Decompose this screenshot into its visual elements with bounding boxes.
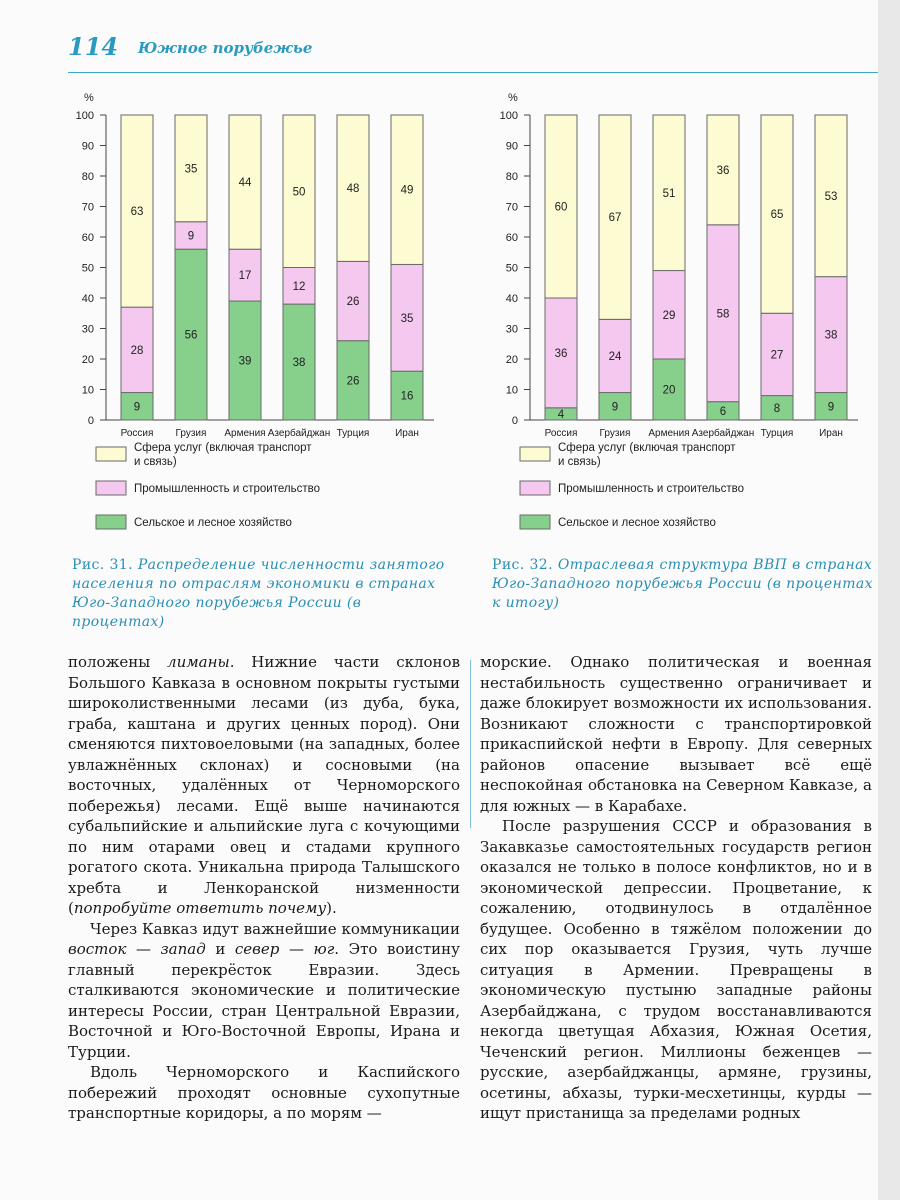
x-tick-label: Азербайджан	[267, 428, 331, 439]
emphasis-text: восток — запад	[68, 940, 206, 958]
y-axis-label: %	[508, 92, 518, 104]
data-label: 29	[662, 309, 676, 322]
y-tick-label: 0	[511, 415, 518, 427]
legend-swatch	[96, 515, 126, 529]
data-label: 44	[238, 177, 252, 190]
body-text: ).	[326, 899, 337, 917]
data-label: 28	[130, 344, 144, 357]
y-tick-label: 80	[505, 171, 518, 183]
y-tick-label: 90	[81, 140, 94, 153]
data-label: 6	[719, 405, 727, 418]
x-tick-label: Азербайджан	[691, 428, 755, 439]
gdp-chart	[486, 85, 886, 545]
data-label: 9	[827, 401, 835, 414]
legend-swatch	[96, 447, 126, 461]
paragraph	[68, 652, 460, 919]
y-tick-label: 20	[505, 354, 518, 366]
y-tick-label: 60	[81, 232, 94, 244]
y-tick-label: 100	[75, 110, 94, 122]
data-label: 49	[400, 184, 414, 197]
data-label: 9	[133, 401, 141, 414]
body-text: . Нижние части склонов Большого Кавказа в основном покрыты густыми широколиственными лесами (из дуба, бука, граба, каштана и других ценных пород). Они сменяются пихтовоеловыми (на западных, более увлажнённых склонах) и сосновыми (на восточных, удалённых от Черноморского побережья) лесами. Ещё выше начинаются субальпийские и альпийские луга с кочующими по ним отарами овец и стадами крупного рогатого скота. Уникальна природа Талышского хребта и Ленкоранской низменности (	[68, 653, 461, 917]
body-text: и	[205, 940, 235, 958]
y-tick-label: 10	[81, 384, 94, 397]
gdp-chart-svg	[486, 85, 886, 545]
data-label: 24	[608, 350, 622, 363]
page-header	[68, 30, 878, 73]
y-axis-label: %	[84, 92, 94, 104]
x-tick-label: Иран	[819, 428, 843, 439]
figure-caption-31	[72, 556, 457, 632]
y-tick-label: 50	[81, 262, 94, 275]
y-tick-label: 40	[505, 293, 518, 305]
x-tick-label: Россия	[120, 428, 154, 439]
y-tick-label: 70	[81, 201, 94, 214]
data-label: 38	[824, 329, 838, 342]
data-label: 17	[238, 270, 252, 283]
data-label: 58	[716, 308, 730, 321]
data-label: 48	[346, 183, 360, 196]
legend-label: Промышленность и строительство	[558, 483, 744, 495]
y-tick-label: 80	[81, 171, 94, 183]
body-text: Вдоль Черноморского и Каспийского побережий проходят основные сухопутные транспортные коридоры, а по морям —	[68, 1063, 460, 1122]
emphasis-text: попробуйте ответить почему	[73, 899, 327, 917]
column-divider	[470, 660, 471, 828]
data-label: 50	[292, 186, 306, 199]
data-label: 36	[554, 347, 568, 360]
data-label: 35	[400, 312, 414, 325]
emphasis-text: север — юг	[234, 940, 335, 958]
employment-chart	[62, 85, 462, 545]
figure-caption-text: Распределение численности занятого населения по отраслям экономики в странах Юго-Западного порубежья России (в процентах)	[72, 557, 445, 630]
y-tick-label: 30	[81, 323, 94, 336]
body-text: После разрушения СССР и образования в Закавказье самостоятельных государств регион оказался не только в полосе конфликтов, но и в экономической депрессии. Процветание, к сожалению, отодвинулось в отдалённое будущее. Особенно в тяжёлом положении до сих пор оказывается Грузия, чуть лучше ситуация в Армении. Превращены в экономическую пустыню западные районы Азербайджана, с трудом восстанавливаются некогда цветущая Абхазия, Южная Осетия, Чеченский регион. Миллионы беженцев — русские, азербайджанцы, армяне, грузины, осетины, абхазы, турки-месхетинцы, курды — ищут пристанища за пределами родных	[480, 817, 872, 1122]
paragraph	[480, 816, 872, 1124]
page-number: 114	[68, 32, 119, 61]
data-label: 26	[346, 296, 360, 309]
data-label: 16	[400, 390, 414, 403]
y-tick-label: 20	[81, 354, 94, 366]
legend-label: Сфера услуг (включая транспорт	[558, 442, 736, 454]
data-label: 53	[824, 190, 838, 203]
paragraph	[68, 1062, 460, 1124]
figure-label: Рис. 31.	[72, 557, 133, 573]
data-label: 8	[773, 402, 781, 415]
data-label: 39	[238, 355, 252, 368]
data-label: 63	[130, 206, 144, 219]
body-text: . Это воистину главный перекрёсток Евразии. Здесь сталкиваются экономические и политические интересы России, стран Центральной Евразии, Восточной и Юго-Восточной Европы, Ирана и Турции.	[68, 940, 460, 1061]
text-column-right	[480, 652, 872, 1124]
section-title: Южное порубежье	[138, 39, 313, 57]
body-text: положены	[68, 653, 168, 671]
y-tick-label: 90	[505, 140, 518, 153]
legend-swatch	[520, 515, 550, 529]
employment-chart-svg	[62, 85, 462, 545]
y-tick-label: 100	[499, 110, 518, 122]
x-tick-label: Турция	[336, 428, 370, 439]
data-label: 4	[557, 408, 565, 421]
data-label: 12	[292, 280, 306, 293]
data-label: 67	[608, 212, 622, 225]
data-label: 9	[611, 401, 619, 414]
data-label: 56	[184, 329, 198, 342]
y-tick-label: 30	[505, 323, 518, 336]
emphasis-text: лиманы	[167, 653, 230, 671]
x-tick-label: Россия	[544, 428, 578, 439]
data-label: 65	[770, 209, 784, 222]
x-tick-label: Армения	[224, 428, 266, 439]
legend-label: и связь)	[134, 456, 177, 468]
x-tick-label: Армения	[648, 428, 690, 439]
y-tick-label: 40	[81, 293, 94, 305]
y-tick-label: 70	[505, 201, 518, 214]
page-edge	[878, 0, 900, 1200]
legend-label: Промышленность и строительство	[134, 483, 320, 495]
figure-caption-text: Отраслевая структура ВВП в странах Юго-Западного порубежья России (в процентах к итогу)	[492, 557, 873, 611]
legend-label: Сельское и лесное хозяйство	[558, 517, 716, 529]
x-tick-label: Грузия	[599, 428, 631, 439]
x-tick-label: Турция	[760, 428, 794, 439]
legend-label: Сельское и лесное хозяйство	[134, 517, 292, 529]
legend-label: Сфера услуг (включая транспорт	[134, 442, 312, 454]
data-label: 27	[770, 349, 784, 362]
figure-caption-32	[492, 556, 877, 613]
x-tick-label: Иран	[395, 428, 419, 439]
data-label: 60	[554, 201, 568, 214]
data-label: 20	[662, 384, 676, 397]
y-tick-label: 60	[505, 232, 518, 244]
data-label: 26	[346, 375, 360, 388]
data-label: 38	[292, 357, 306, 370]
legend-swatch	[96, 481, 126, 495]
legend-swatch	[520, 447, 550, 461]
y-tick-label: 0	[87, 415, 94, 427]
data-label: 35	[184, 163, 198, 176]
legend-swatch	[520, 481, 550, 495]
y-tick-label: 50	[505, 262, 518, 275]
paragraph	[480, 652, 872, 816]
paragraph	[68, 919, 460, 1063]
body-text: морские. Однако политическая и военная нестабильность существенно ограничивает и даже блокирует возможности их использования. Возникают сложности с транспортировкой прикаспийской нефти в Европу. Для северных районов опасение вызывает всё ещё неспокойная обстановка на Северном Кавказе, а для южных — в Карабахе.	[480, 653, 872, 815]
legend-label: и связь)	[558, 456, 601, 468]
figure-label: Рис. 32.	[492, 557, 553, 573]
x-tick-label: Грузия	[175, 428, 207, 439]
y-tick-label: 10	[505, 384, 518, 397]
text-column-left	[68, 652, 460, 1124]
data-label: 51	[662, 187, 676, 200]
body-text: Через Кавказ идут важнейшие коммуникации	[90, 919, 460, 938]
data-label: 9	[187, 230, 195, 243]
data-label: 36	[716, 164, 730, 177]
